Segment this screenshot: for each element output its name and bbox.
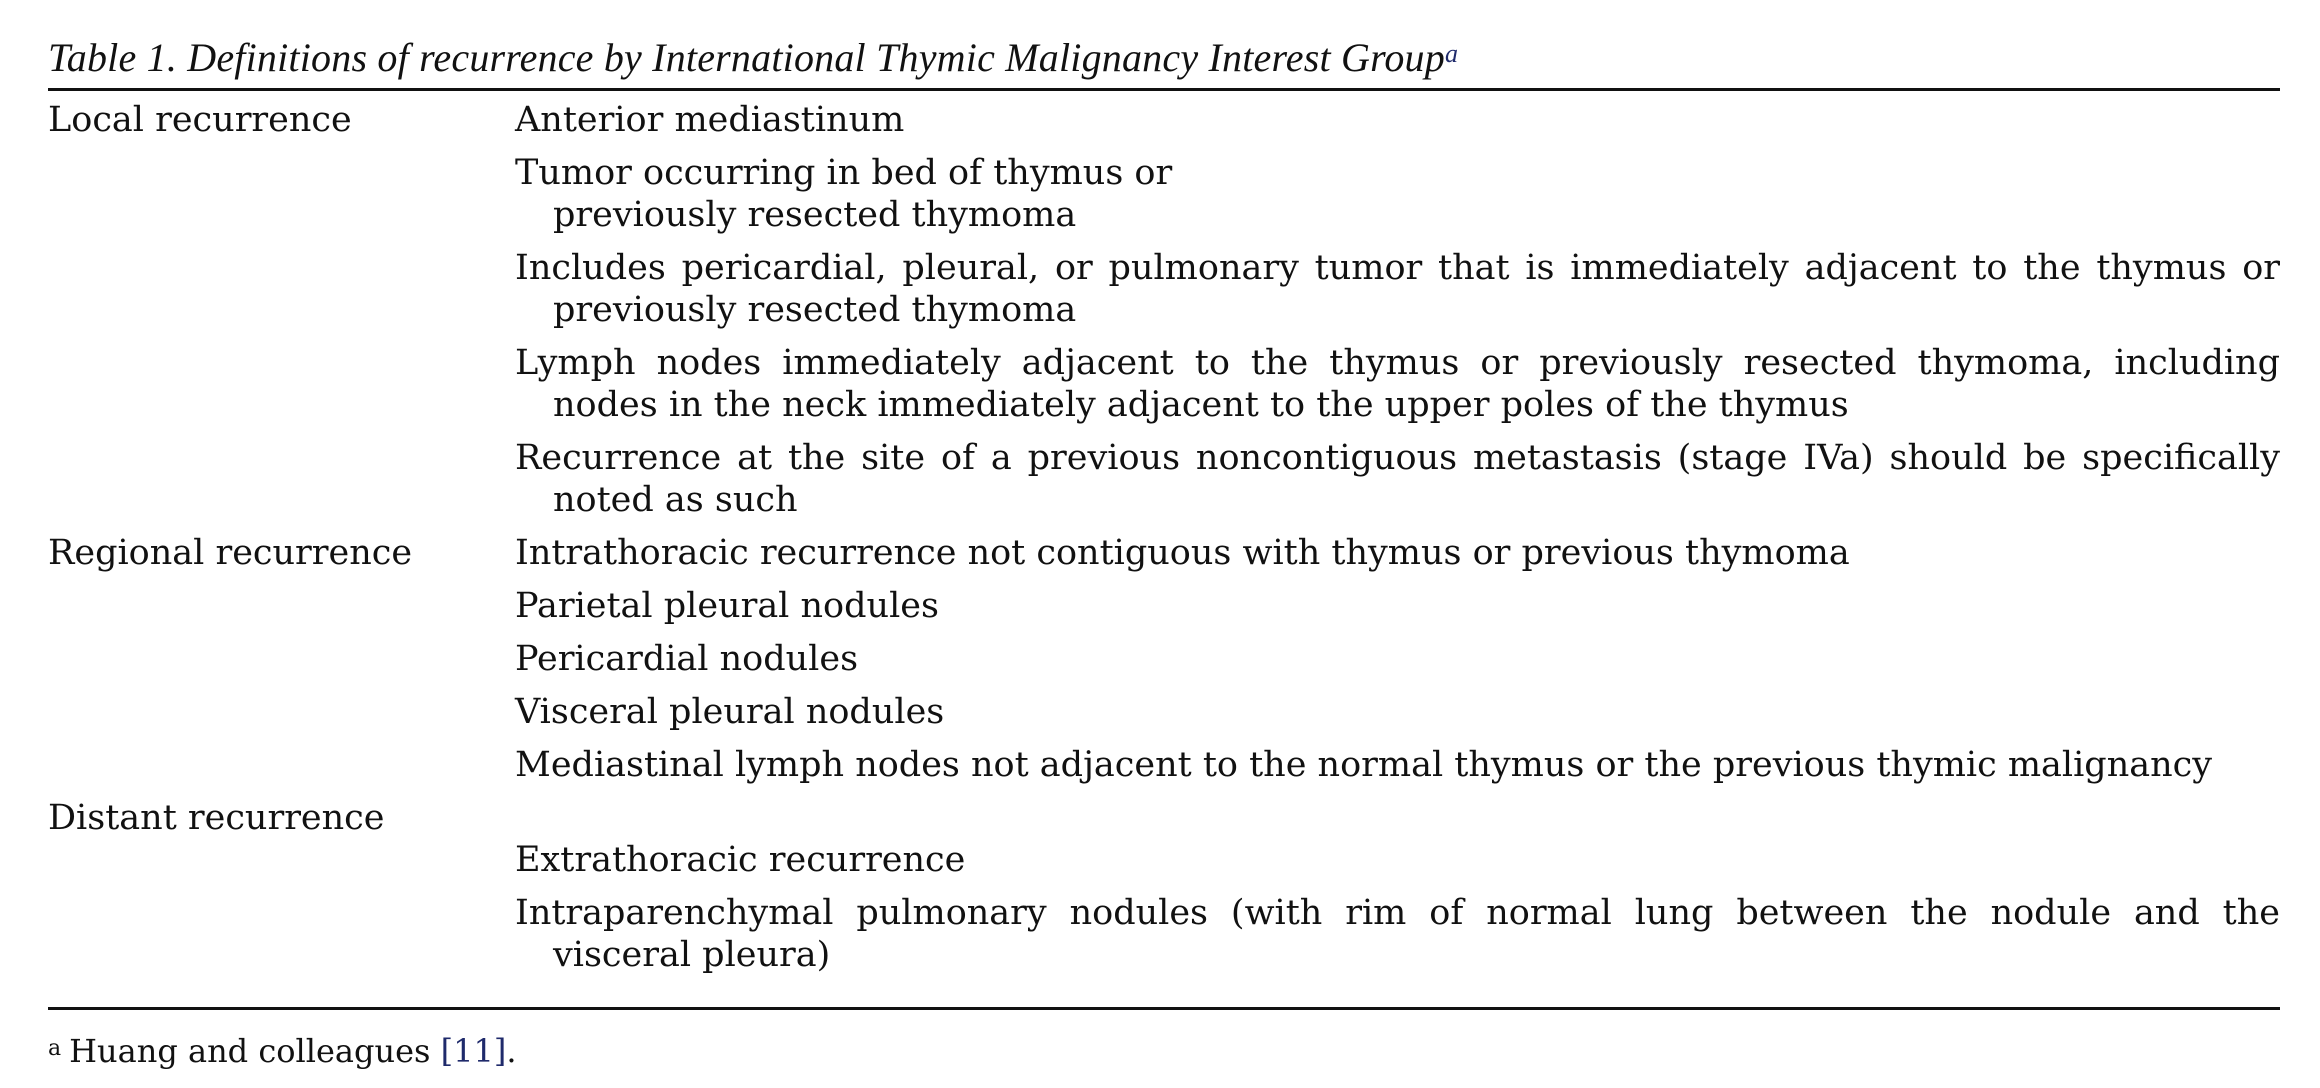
list-item: Visceral pleural nodules [515,692,945,732]
group-local-recurrence [48,91,2280,524]
group-items [515,789,2280,979]
definitions-table [48,91,2280,979]
footnote-text: Huang and colleagues [69,1032,441,1070]
caption-footnote-marker[interactable]: a [1444,39,1459,68]
list-item: Extrathoracic recurrence [515,840,966,880]
table-caption [48,30,2280,86]
list-item: Mediastinal lymph nodes not adjacent to the normal thymus or the previous thymic malignancy [515,745,2213,785]
table-footnote [48,1030,516,1072]
footnote-marker: a [48,1036,62,1061]
list-item: Lymph nodes immediately adjacent to the thymus or previously resected thymoma, including nodes in the neck immediately adjacent to the upper poles of the thymus [515,343,2280,425]
group-items [515,524,2280,789]
group-items [515,91,2280,524]
group-distant-recurrence [48,789,2280,979]
list-item: Tumor occurring in bed of thymus or previously resected thymoma [515,153,1173,235]
caption-text: Table 1. Definitions of recurrence by International Thymic Malignancy Interest Group [48,35,1445,80]
list-item: Pericardial nodules [515,639,859,679]
row-spacer [515,789,2280,831]
group-label: Regional recurrence [48,533,413,573]
list-item: Intrathoracic recurrence not contiguous with thymus or previous thymoma [515,533,1850,573]
group-label: Local recurrence [48,100,352,140]
reference-link[interactable]: [11] [440,1032,507,1070]
table-container [48,30,2280,1070]
list-item: Includes pericardial, pleural, or pulmonary tumor that is immediately adjacent to the thymus or previously resected thymoma [515,248,2280,330]
list-item: Intraparenchymal pulmonary nodules (with rim of normal lung between the nodule and the visceral pleura) [515,893,2280,975]
list-item: Anterior mediastinum [515,100,905,140]
group-label: Distant recurrence [48,798,385,838]
list-item: Parietal pleural nodules [515,586,939,626]
list-item: Recurrence at the site of a previous noncontiguous metastasis (stage IVa) should be specifically noted as such [515,438,2280,520]
footnote-end: . [506,1032,517,1070]
bottom-rule [48,1007,2280,1010]
group-regional-recurrence [48,524,2280,789]
